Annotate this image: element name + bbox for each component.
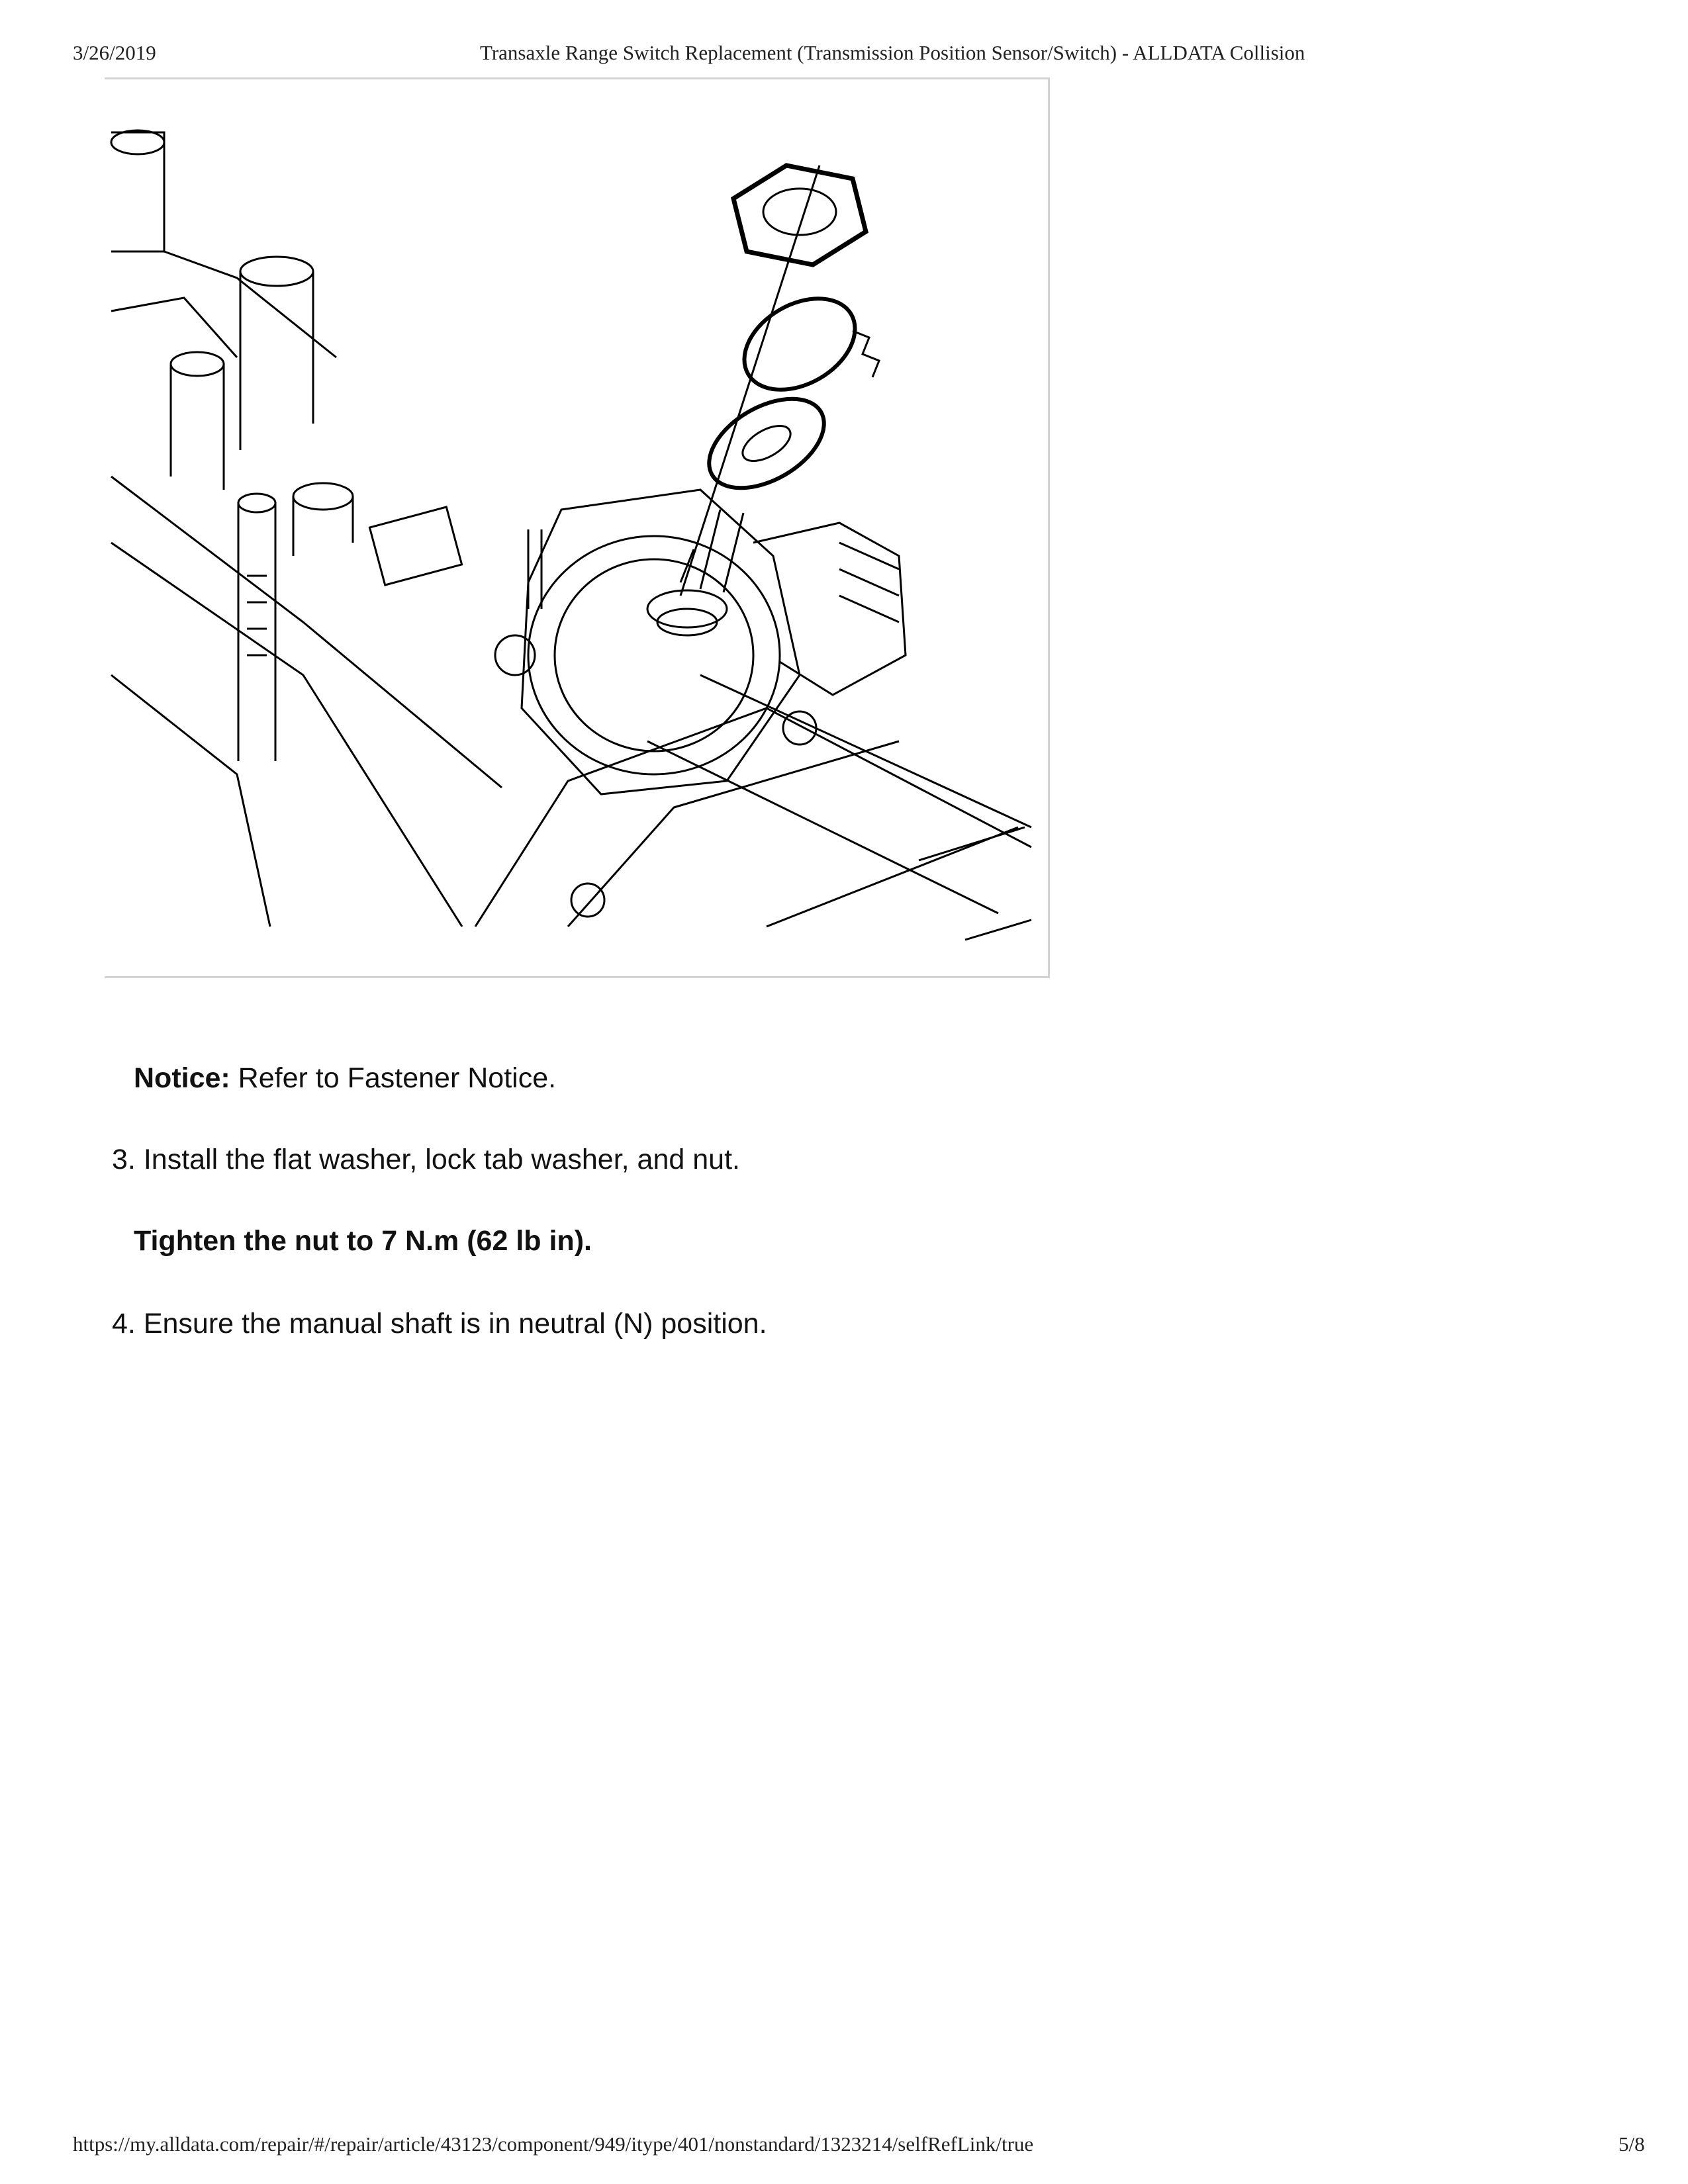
print-date: 3/26/2019 bbox=[73, 41, 156, 64]
page-url: https://my.alldata.com/repair/#/repair/article/43123/component/949/itype/401/nonstandard/1323214/selfRefLink/true bbox=[73, 2132, 1034, 2156]
step-3 bbox=[112, 1144, 740, 1176]
page-title: Transaxle Range Switch Replacement (Transmission Position Sensor/Switch) - ALLDATA Collision bbox=[480, 41, 1305, 64]
step-3-number: 3. bbox=[112, 1144, 136, 1175]
transmission-housing-lines bbox=[111, 130, 1031, 940]
fastener-notice bbox=[134, 1062, 556, 1095]
page-number: 5/8 bbox=[1618, 2132, 1645, 2156]
step-4-number: 4. bbox=[112, 1308, 136, 1340]
notice-label: Notice: bbox=[134, 1062, 230, 1094]
step-4-text: Ensure the manual shaft is in neutral (N) position. bbox=[143, 1308, 767, 1340]
step-4 bbox=[112, 1308, 767, 1340]
torque-spec: Tighten the nut to 7 N.m (62 lb in). bbox=[134, 1225, 592, 1257]
shaft-and-fasteners bbox=[647, 165, 879, 635]
transaxle-range-switch-illustration bbox=[105, 77, 1050, 978]
notice-text: Refer to Fastener Notice. bbox=[230, 1062, 557, 1094]
step-3-text: Install the flat washer, lock tab washer, and nut. bbox=[143, 1144, 740, 1175]
